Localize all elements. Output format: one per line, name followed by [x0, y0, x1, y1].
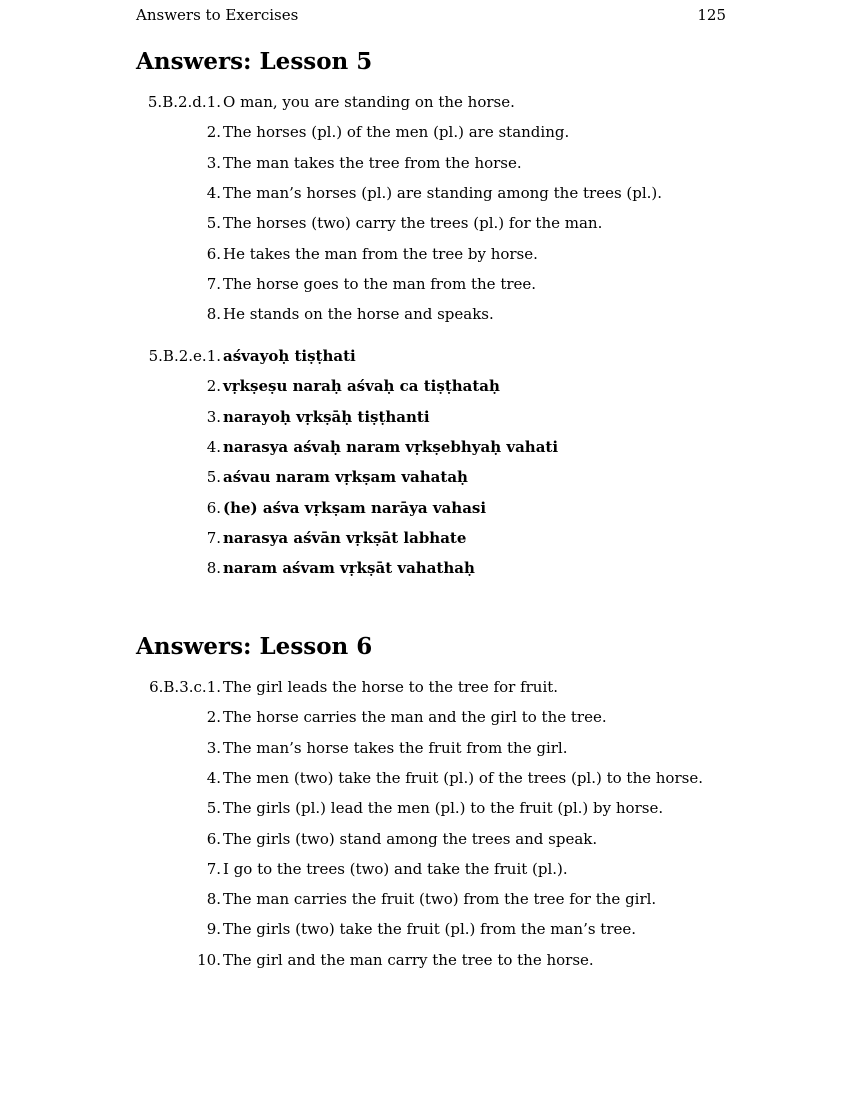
item-number: 7. [206, 528, 221, 547]
answer-number [207, 499, 221, 517]
answer-number [207, 154, 221, 172]
running-head [136, 6, 726, 26]
answer-number [149, 347, 221, 365]
answer-number [149, 678, 221, 696]
answer-number [207, 739, 221, 757]
answer-number [207, 769, 221, 787]
answer-text: narasya aśvān vṛkṣāt labhate [223, 528, 467, 547]
answer-item [0, 739, 850, 761]
answer-item [0, 438, 850, 460]
item-number: 1. [206, 347, 221, 365]
answer-item [0, 275, 850, 297]
answer-text: The horse carries the man and the girl to the tree. [223, 708, 607, 727]
answer-number [207, 377, 221, 395]
item-number: 9. [206, 920, 221, 939]
answer-number [207, 408, 221, 426]
answer-text: (he) aśva vṛkṣam narāya vahasi [223, 498, 487, 517]
answer-item [0, 799, 850, 821]
answer-text: He takes the man from the tree by horse. [223, 244, 538, 263]
lesson5-heading: Answers: Lesson 5 [136, 48, 373, 75]
item-number: 5. [206, 468, 221, 487]
answer-text: aśvayoḥ tiṣṭhati [223, 347, 356, 365]
answer-text: He stands on the horse and speaks. [223, 305, 494, 324]
answer-number [207, 468, 221, 486]
item-number: 4. [206, 437, 221, 456]
answer-item [0, 708, 850, 730]
answer-number [207, 245, 221, 263]
answer-text: narasya aśvaḥ naram vṛkṣebhyaḥ vahati [223, 437, 559, 456]
answer-item [0, 123, 850, 145]
answer-text: The man takes the tree from the horse. [223, 153, 522, 172]
answer-number [207, 708, 221, 726]
answer-item [0, 184, 850, 206]
answer-text: narayoḥ vṛkṣāḥ tiṣṭhanti [223, 407, 430, 426]
answer-text: The girls (pl.) lead the men (pl.) to the fruit (pl.) by horse. [223, 799, 664, 818]
answer-number [207, 890, 221, 908]
item-number: 4. [206, 183, 221, 202]
answer-text: vṛkṣeṣu naraḥ aśvaḥ ca tiṣṭhataḥ [223, 377, 500, 396]
item-number: 7. [206, 274, 221, 293]
answer-text: naram aśvam vṛkṣāt vahathaḥ [223, 559, 475, 578]
answer-text: The girl and the man carry the tree to the horse. [223, 950, 594, 969]
answer-text: I go to the trees (two) and take the fruit (pl.). [223, 859, 568, 878]
answer-item [0, 305, 850, 327]
item-number: 1. [206, 93, 221, 111]
answer-item [0, 830, 850, 852]
answer-number [207, 184, 221, 202]
answer-item [0, 678, 850, 700]
item-number: 5. [206, 214, 221, 233]
item-number: 10. [197, 950, 221, 969]
answer-number [207, 799, 221, 817]
answer-text: The man carries the fruit (two) from the tree for the girl. [223, 890, 657, 909]
lesson6-heading: Answers: Lesson 6 [136, 633, 373, 660]
answer-number [207, 123, 221, 141]
answer-number [207, 559, 221, 577]
answer-text: The man’s horses (pl.) are standing among the trees (pl.). [223, 183, 663, 202]
answer-text: The man’s horse takes the fruit from the girl. [223, 738, 568, 757]
answer-item [0, 769, 850, 791]
answer-text: The horses (pl.) of the men (pl.) are standing. [223, 123, 570, 142]
answer-number [207, 438, 221, 456]
item-number: 6. [206, 244, 221, 263]
exercise-label: 5.B.2.e. [148, 347, 207, 365]
answer-text: The girl leads the horse to the tree for fruit. [223, 678, 559, 696]
running-head-title: Answers to Exercises [136, 6, 299, 24]
answer-item [0, 154, 850, 176]
item-number: 8. [206, 305, 221, 324]
answer-item [0, 245, 850, 267]
item-number: 3. [206, 738, 221, 757]
exercise-label: 6.B.3.c. [149, 678, 207, 696]
answer-number [207, 860, 221, 878]
answer-item [0, 559, 850, 581]
item-number: 1. [206, 678, 221, 696]
item-number: 2. [206, 708, 221, 727]
answer-text: The horse goes to the man from the tree. [223, 274, 537, 293]
answer-item [0, 499, 850, 521]
item-number: 5. [206, 799, 221, 818]
item-number: 8. [206, 890, 221, 909]
answer-item [0, 920, 850, 942]
answer-item [0, 951, 850, 973]
answer-number [207, 214, 221, 232]
answer-item [0, 468, 850, 490]
page-number: 125 [697, 6, 726, 24]
exercise-label: 5.B.2.d. [147, 93, 207, 111]
item-number: 3. [206, 407, 221, 426]
answer-text: The men (two) take the fruit (pl.) of the trees (pl.) to the horse. [223, 768, 703, 787]
item-number: 4. [206, 768, 221, 787]
answer-number [207, 275, 221, 293]
item-number: 2. [206, 123, 221, 142]
answer-number [207, 529, 221, 547]
item-number: 3. [206, 153, 221, 172]
answer-number [148, 93, 221, 111]
item-number: 8. [206, 559, 221, 578]
answer-item [0, 890, 850, 912]
answer-item [0, 860, 850, 882]
answer-item [0, 214, 850, 236]
answer-text: aśvau naram vṛkṣam vahataḥ [223, 468, 468, 487]
answer-item [0, 377, 850, 399]
answer-number [207, 920, 221, 938]
answer-number [197, 951, 221, 969]
answer-item [0, 408, 850, 430]
answer-text: The girls (two) stand among the trees and speak. [223, 829, 598, 848]
item-number: 7. [206, 859, 221, 878]
item-number: 2. [206, 377, 221, 396]
item-number: 6. [206, 829, 221, 848]
answer-item [0, 93, 850, 115]
answer-item [0, 347, 850, 369]
answer-text: O man, you are standing on the horse. [223, 93, 515, 111]
answer-text: The horses (two) carry the trees (pl.) for the man. [223, 214, 603, 233]
answer-item [0, 529, 850, 551]
answer-number [207, 830, 221, 848]
answer-text: The girls (two) take the fruit (pl.) from the man’s tree. [223, 920, 637, 939]
item-number: 6. [206, 498, 221, 517]
answer-number [207, 305, 221, 323]
